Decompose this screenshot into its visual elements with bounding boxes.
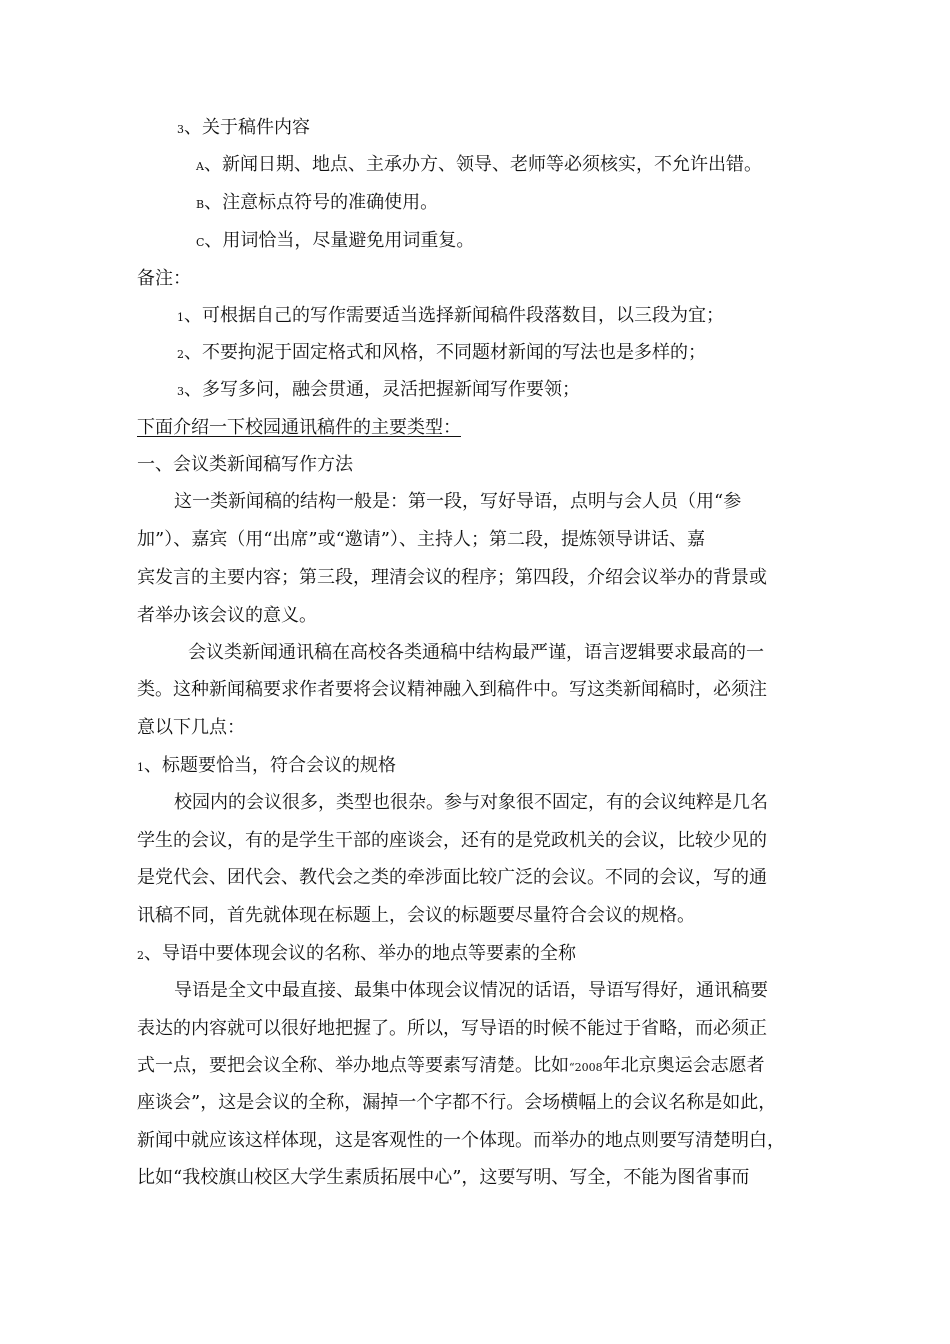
meeting-section-heading: 一、会议类新闻稿写作方法 [137,454,353,475]
list-letter: C [196,236,205,249]
paragraph-line: 表达的内容就可以很好地把握了。所以，写导语的时候不能过于省略，而必须正 [137,1018,767,1039]
paragraph-line: 意以下几点： [137,717,245,738]
point-heading-text: 、导语中要体现会议的名称、举办的地点等要素的全称 [144,943,576,964]
paragraph-line: 加”）、嘉宾（用“出席”或“邀请”）、主持人；第二段，提炼领导讲话、嘉 [137,529,706,550]
paragraph-line: 宾发言的主要内容；第三段，理清会议的程序；第四段，介绍会议举办的背景或 [137,567,767,588]
paragraph-line: 类。这种新闻稿要求作者要将会议精神融入到稿件中。写这类新闻稿时，必须注 [137,679,767,700]
paragraph-line: 是党代会、团代会、教代会之类的牵涉面比较广泛的会议。不同的会议，写的通 [137,867,767,888]
paragraph-line: 者举办该会议的意义。 [137,605,317,626]
point-heading [137,942,576,966]
list-number: 1 [177,311,184,324]
list-item-text: 、不要拘泥于固定格式和风格，不同题材新闻的写法也是多样的； [184,342,706,363]
point-heading-text: 、标题要恰当，符合会议的规格 [144,755,396,776]
list-number: 3 [177,385,184,398]
paragraph-line: 这一类新闻稿的结构一般是：第一段，写好导语，点明与会人员（用“参 [174,491,742,512]
list-item-text: 、新闻日期、地点、主承办方、领导、老师等必须核实，不允许出错。 [203,154,762,175]
list-letter: B [196,198,205,211]
paragraph-line: 学生的会议，有的是学生干部的座谈会，还有的是党政机关的会议，比较少见的 [137,830,767,851]
list-item [196,153,762,177]
list-item [177,304,724,328]
paragraph-line: 讯稿不同，首先就体现在标题上，会议的标题要尽量符合会议的规格。 [137,905,695,926]
paragraph-line: 比如“我校旗山校区大学生素质拓展中心”，这要写明、写全，不能为图省事而 [137,1167,750,1188]
list-number: 3 [177,123,184,136]
list-number: 1 [137,761,144,774]
list-number: 2 [177,348,184,361]
quote-mark: “ [569,1061,575,1074]
list-item-text: 、可根据自己的写作需要适当选择新闻稿件段落数目，以三段为宜； [184,305,724,326]
point-heading [137,754,396,778]
paragraph-line: 会议类新闻通讯稿在高校各类通稿中结构最严谨，语言逻辑要求最高的一 [188,642,764,663]
paragraph-text: 年北京奥运会志愿者 [602,1055,765,1076]
list-item-text: 、用词恰当，尽量避免用词重复。 [204,230,475,251]
notes-heading: 备注： [137,268,191,289]
paragraph-line: 校园内的会议很多，类型也很杂。参与对象很不固定，有的会议纯粹是几名 [174,792,768,813]
list-item-text: 、多写多问，融会贯通，灵活把握新闻写作要领； [184,379,580,400]
paragraph-line: 新闻中就应该这样体现，这是客观性的一个体现。而举办的地点则要写清楚明白， [137,1130,785,1151]
list-item [196,191,438,215]
year-number: 2008 [574,1061,603,1074]
paragraph-line: 座谈会”，这是会议的全称，漏掉一个字都不行。会场横幅上的会议名称是如此， [137,1092,777,1113]
section-heading [177,116,310,140]
heading-text: 、关于稿件内容 [184,117,310,138]
list-letter: A [196,160,204,173]
paragraph-line: 导语是全文中最直接、最集中体现会议情况的话语，导语写得好，通讯稿要 [174,980,768,1001]
list-item [196,229,474,253]
list-number: 2 [137,949,144,962]
paragraph-text: 式一点，要把会议全称、举办地点等要素写清楚。比如 [137,1055,569,1076]
paragraph-line [137,1054,765,1078]
list-item [177,341,706,365]
list-item-text: 、注意标点符号的准确使用。 [204,192,439,213]
intro-line: 下面介绍一下校园通讯稿件的主要类型： [137,417,461,438]
list-item [177,378,580,402]
